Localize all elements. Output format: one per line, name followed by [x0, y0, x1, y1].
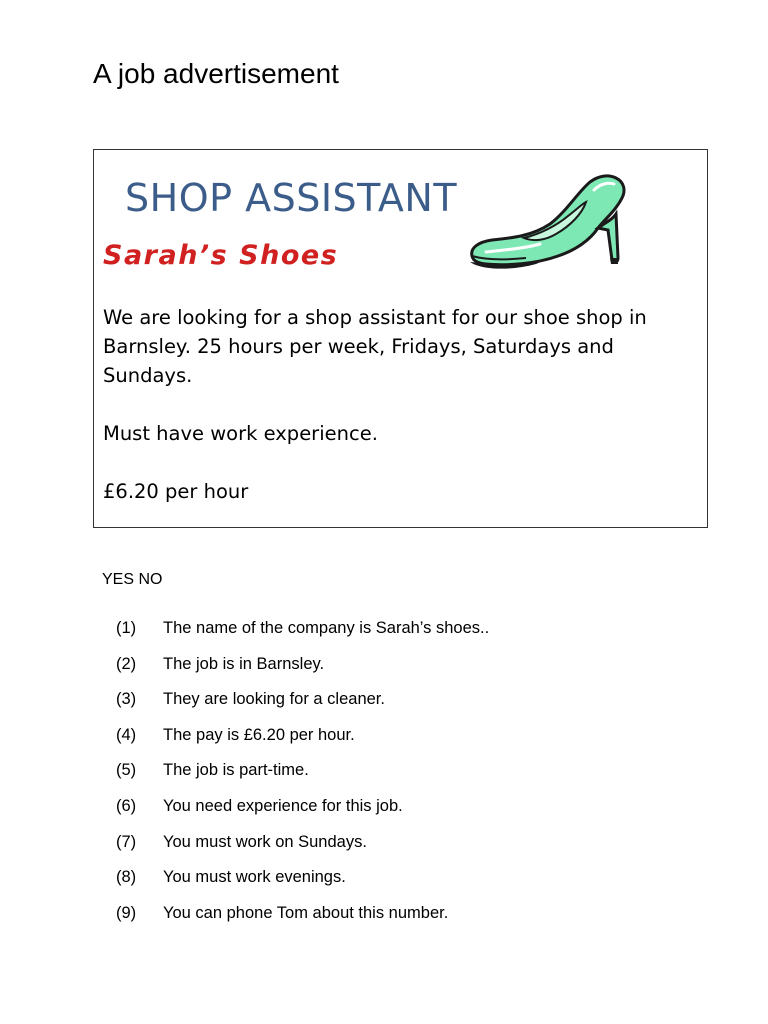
question-item: [116, 866, 489, 902]
question-text: The name of the company is Sarah’s shoes..: [163, 619, 490, 637]
question-item: [116, 831, 489, 867]
question-text: They are looking for a cleaner.: [163, 690, 385, 709]
question-text: The pay is £6.20 per hour.: [163, 725, 355, 744]
question-number: (3): [116, 690, 137, 709]
job-advert-box: [93, 149, 708, 528]
yes-no-label: YES NO: [102, 571, 163, 588]
question-item: [116, 795, 489, 831]
question-item: [116, 688, 489, 724]
question-text: The job is part-time.: [163, 761, 309, 780]
question-number: (4): [116, 725, 137, 744]
question-item: [116, 724, 489, 760]
advert-heading: SHOP ASSISTANT: [125, 176, 458, 220]
question-text: You must work evenings.: [163, 868, 346, 887]
question-number: (2): [116, 654, 137, 673]
question-item: [116, 759, 489, 795]
question-list: [116, 617, 489, 937]
question-number: (9): [116, 903, 137, 922]
high-heel-shoe-icon: [466, 172, 632, 272]
company-name: Sarah’s Shoes: [103, 240, 339, 271]
advert-requirement: Must have work experience.: [103, 422, 378, 445]
advert-pay: £6.20 per hour: [103, 480, 249, 503]
advert-description: We are looking for a shop assistant for our shoe shop in Barnsley. 25 hours per week, Fridays, Saturdays and Sundays.: [103, 306, 647, 387]
question-number: (5): [116, 761, 137, 780]
question-text: You can phone Tom about this number.: [163, 903, 449, 922]
question-item: [116, 617, 489, 653]
question-text: The job is in Barnsley.: [163, 654, 325, 673]
question-number: (1): [116, 619, 137, 637]
question-number: (8): [116, 868, 137, 887]
question-item: [116, 653, 489, 689]
question-number: (6): [116, 796, 137, 815]
page-title: A job advertisement: [93, 58, 339, 89]
question-number: (7): [116, 832, 137, 851]
advert-body: [103, 303, 699, 506]
question-text: You must work on Sundays.: [163, 832, 367, 851]
question-text: You need experience for this job.: [163, 796, 403, 815]
question-item: [116, 902, 489, 938]
